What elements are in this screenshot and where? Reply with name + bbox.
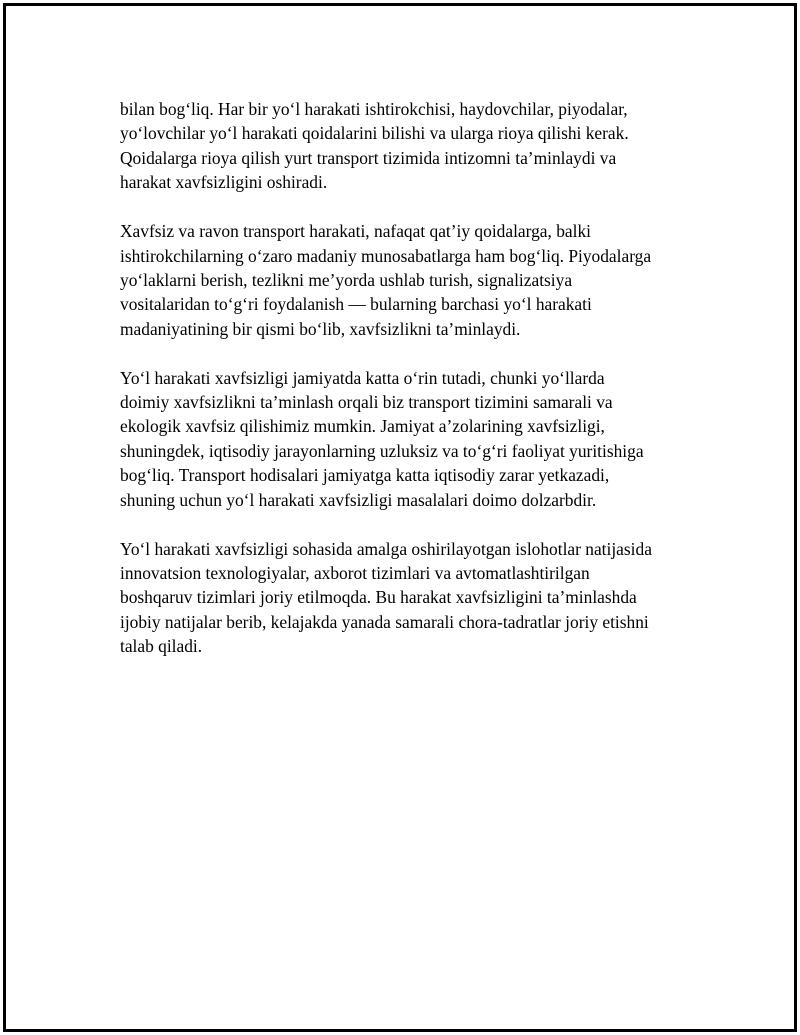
page-frame: [3, 3, 797, 1032]
document-body: [120, 97, 700, 683]
paragraph-2: Xavfsiz va ravon transport harakati, nafaqat qat’iy qoidalarga, balki ishtirokchilarning o‘zaro madaniy munosabatlarga ham bog‘liq. Piyodalarga yo‘laklarni berish, tezlikni me’yorda ushlab turish, signalizatsiya vositalaridan to‘g‘ri foydalanish — bularning barchasi yo‘l harakati madaniyatining bir qismi bo‘lib, xavfsizlikni ta’minlaydi.: [120, 221, 652, 339]
paragraph-4: Yo‘l harakati xavfsizligi sohasida amalga oshirilayotgan islohotlar natijasida innovatsion texnologiyalar, axborot tizimlari va avtomatlashtirilgan boshqaruv tizimlari joriy etilmoqda. Bu harakat xavfsizligini ta’minlashda ijobiy natijalar berib, kelajakda yanada samarali chora-tadratlar joriy etishni talab qiladi.: [120, 538, 652, 657]
paragraph-1: bilan bog‘liq. Har bir yo‘l harakati ishtirokchisi, haydovchilar, piyodalar, yo‘lovchilar yo‘l harakati qoidalarini bilishi va ularga rioya qilishi kerak. Qoidalarga rioya qilish yurt transport tizimida intizomni ta’minlaydi va harakat xavfsizligini oshiradi.: [120, 99, 629, 193]
paragraph-3: Yo‘l harakati xavfsizligi jamiyatda katta o‘rin tutadi, chunki yo‘llarda doimiy xavfsizlikni ta’minlash orqali biz transport tizimini samarali va ekologik xavfsiz qilishimiz mumkin. Jamiyat a’zolarining xavfsizligi, shuningdek, iqtisodiy jarayonlarning uzluksiz va to‘g‘ri faoliyat yuritishiga bog‘liq. Transport hodisalari jamiyatga katta iqtisodiy zarar yetkazadi, shuning uchun yo‘l harakati xavfsizligi masalalari doimo dolzarbdir.: [120, 367, 644, 510]
